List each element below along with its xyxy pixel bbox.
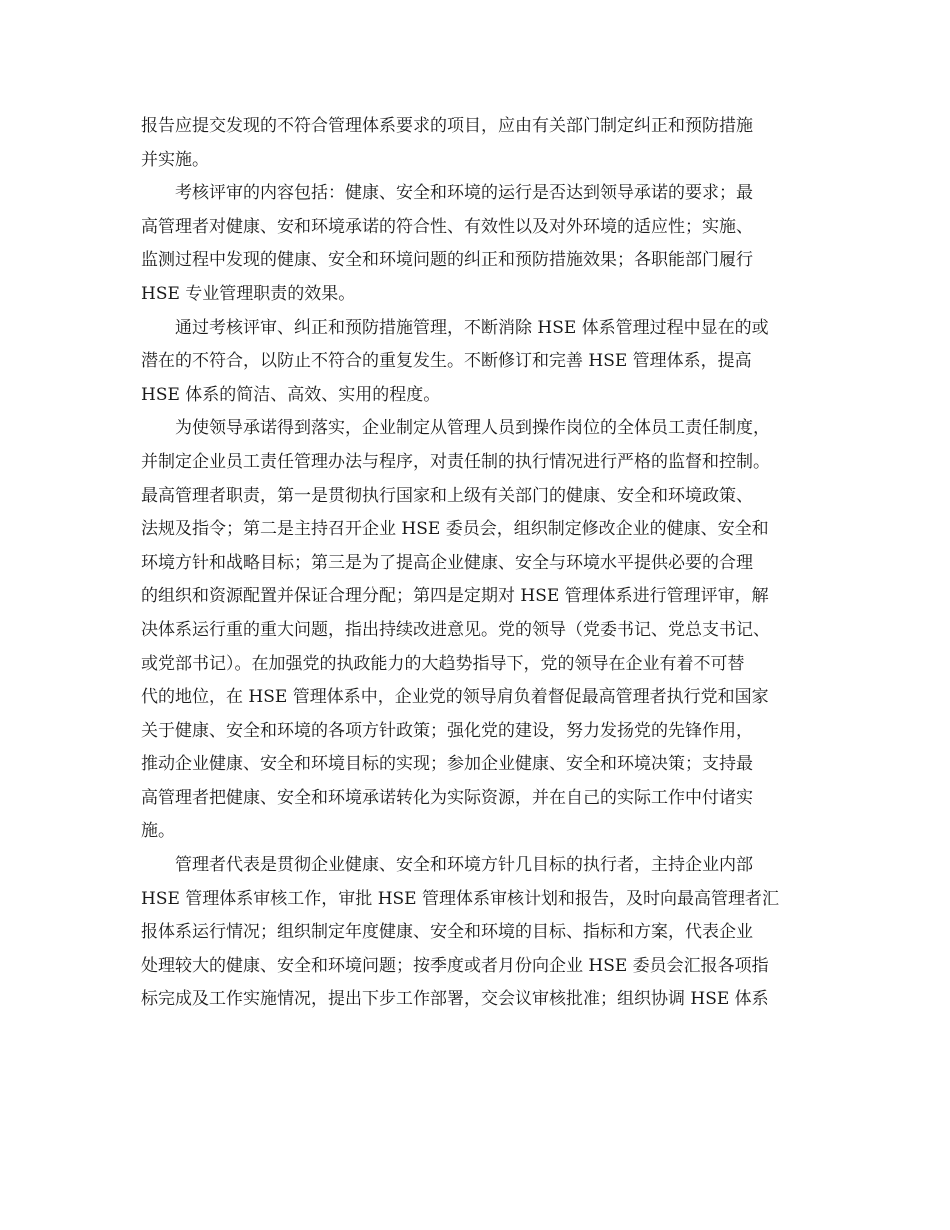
text-line: 推动企业健康、安全和环境目标的实现；参加企业健康、安全和环境决策；支持最 [141,754,753,775]
text-line: 为使领导承诺得到落实，企业制定从管理人员到操作岗位的全体员工责任制度， [175,418,770,439]
text-line: HSE 专业管理职责的效果。 [141,283,356,304]
text-line: 关于健康、安全和环境的各项方针政策；强化党的建设，努力发扬党的先锋作用， [141,720,753,741]
text-line: 并实施。 [141,149,209,170]
text-line: 标完成及工作实施情况，提出下步工作部署，交会议审核批准；组织协调 HSE 体系 [141,989,769,1010]
paragraph-5 [141,849,821,1017]
text-line: 的组织和资源配置并保证合理分配；第四是定期对 HSE 管理体系进行管理评审，解 [141,586,769,607]
text-line: HSE 管理体系审核工作，审批 HSE 管理体系审核计划和报告，及时向最高管理者汇 [141,888,779,909]
text-line: 潜在的不符合，以防止不符合的重复发生。不断修订和完善 HSE 管理体系，提高 [141,351,752,372]
text-line: 报告应提交发现的不符合管理体系要求的项目，应由有关部门制定纠正和预防措施 [141,116,753,136]
text-line: 法规及指令；第二是主持召开企业 HSE 委员会，组织制定修改企业的健康、安全和 [141,519,769,540]
text-line: 并制定企业员工责任管理办法与程序，对责任制的执行情况进行严格的监督和控制。 [141,451,770,472]
paragraph-2 [141,177,821,311]
paragraph-4 [141,412,821,849]
text-line: 通过考核评审、纠正和预防措施管理，不断消除 HSE 体系管理过程中显在的或 [175,317,769,338]
text-line: 监测过程中发现的健康、安全和环境问题的纠正和预防措施效果；各职能部门履行 [141,250,753,271]
text-line: 高管理者对健康、安和环境承诺的符合性、有效性以及对外环境的适应性；实施、 [141,216,753,237]
text-line: 或党部书记）。在加强党的执政能力的大趋势指导下，党的领导在企业有着不可替 [141,653,745,674]
text-line: 考核评审的内容包括：健康、安全和环境的运行是否达到领导承诺的要求；最 [175,183,753,204]
paragraph-1 [141,110,821,177]
text-line: 环境方针和战略目标；第三是为了提高企业健康、安全与环境水平提供必要的合理 [141,552,753,573]
body-text [141,110,821,1017]
text-line: 最高管理者职责，第一是贯彻执行国家和上级有关部门的健康、安全和环境政策、 [141,485,753,506]
paragraph-3 [141,312,821,413]
text-line: 决体系运行重的重大问题，指出持续改进意见。党的领导（党委书记、党总支书记、 [141,619,770,640]
text-line: 代的地位，在 HSE 管理体系中，企业党的领导肩负着督促最高管理者执行党和国家 [141,687,769,708]
text-line: 施。 [141,821,175,842]
text-line: 报体系运行情况；组织制定年度健康、安全和环境的目标、指标和方案，代表企业 [141,922,753,943]
text-line: 管理者代表是贯彻企业健康、安全和环境方针几目标的执行者，主持企业内部 [175,855,753,876]
text-line: HSE 体系的简洁、高效、实用的程度。 [141,384,441,405]
text-line: 处理较大的健康、安全和环境问题；按季度或者月份向企业 HSE 委员会汇报各项指 [141,955,769,976]
text-line: 高管理者把健康、安全和环境承诺转化为实际资源，并在自己的实际工作中付诸实 [141,787,753,808]
